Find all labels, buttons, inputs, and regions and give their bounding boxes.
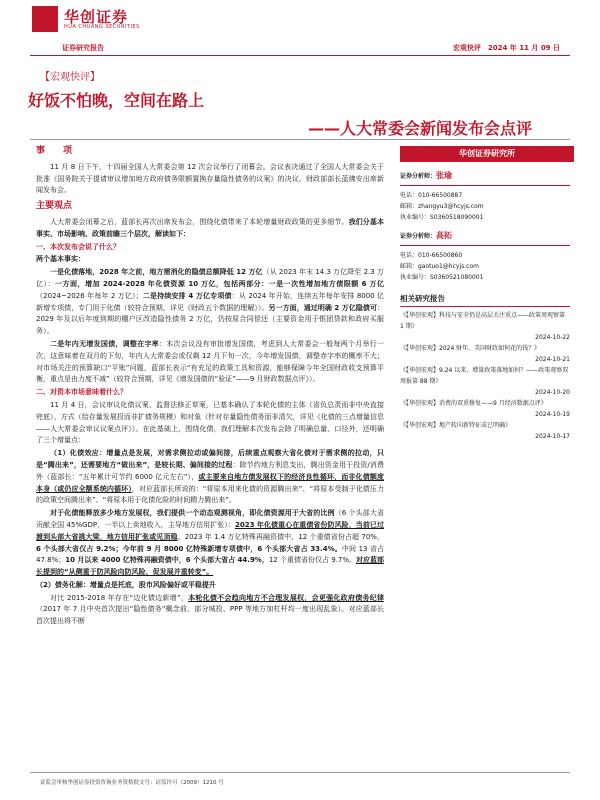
fact-1-part-a: 一方面，增加 2024-2028 年化债资源 10 万亿，包括两部分：一是一次性增加地方债限额 6 万亿 [55, 279, 384, 288]
paragraph-point-1 [36, 448, 384, 507]
related-report-date: 2024-10-21 [535, 356, 570, 363]
dynamic-view-stat-4: 10 月以来 4000 亿特殊再融资债中，6 个头部大省占 44.9%， [65, 556, 269, 565]
analyst-license: 执业编号：S0360521080001 [400, 274, 484, 281]
dynamic-view-conclusion: 对应蓝部长提到的“从侧重于防风险向防风险、促发展并重转变”。 [36, 556, 384, 577]
fact-1-part-b: 二是持续安排 4 万亿专项债 [142, 291, 232, 300]
analyst-phone: 电话：010-66500860 [400, 252, 463, 259]
paragraph-fact-1 [36, 267, 384, 338]
point-1-detail: ：除节约地方利息支出，腾出资金用于投资/消费外（蓝部长：“五年累计可节约 6000 亿元左右”）， [36, 460, 384, 481]
dynamic-view-emphasis: 2023 年化债重心在重债省份防风险，当前已过渡到头部大省挑大梁，地方信用扩张或见顶稳 [36, 520, 384, 541]
fact-2-lead: 二是年内无增发国债，调整在字率 [50, 339, 159, 348]
analyst-label: 证券分析师： [400, 173, 437, 180]
question-1-sub: 两个基本事实： [36, 255, 85, 264]
related-report-link[interactable]: 《【华创宏观】地产转向新特征或已明确》 [400, 422, 512, 429]
related-report-date: 2024-10-19 [535, 411, 570, 418]
dynamic-view-stat-1: 。2023 年 1.4 万亿特殊再融资债中，12 个重债省份占超 70%， [177, 532, 385, 541]
point-2-emphasis: 本轮化债不会趋向地方不合理发展权，会更强化政府债务纪律 [188, 593, 385, 602]
page-subtitle: ——人大常委会新闻发布会点评 [307, 119, 532, 138]
related-divider [400, 306, 570, 307]
institute-banner: 华创证券研究所 [400, 146, 574, 162]
views-intro-bold: 我们分基本事实、市场影响、政策前瞻三个层次，解读如下： [36, 217, 385, 238]
fact-1-part-c-detail: ：2029 年及以后年度到期的棚户区改造隐性债务 2 万亿，仍按原合同偿还（主要资金用于银团贷款和政府买服务）。 [36, 303, 384, 336]
related-reports-heading: 相关研究报告 [400, 294, 445, 303]
point-2-detail: （2017 年 7 月中央首次提出“隐性债务”概念前，部分城投、PPP 等地方加杠杆均一度出现乱象）。对应蓝部长首次提出将不断 [36, 605, 384, 626]
related-report-link[interactable]: 《【华创宏观】9.24 以来，增量政策落地如何？——政策观察双周报第 88 期》 [400, 367, 569, 385]
title-divider [30, 139, 570, 140]
views-heading: 主要观点 [36, 201, 73, 212]
related-report-date: 2024-10-22 [535, 334, 570, 341]
analyst-card-2 [400, 230, 570, 283]
fact-2-detail: ：本次会议没有审批增发国债，考虑到人大常委会一般每两个月举行一次，这意味着在双月的下旬，年内人大常委会或仅剩 12 月下旬一次，今年增发国债，调整赤字率的概率不大；对市场关注的预算缺口“平账”问题，蓝部长表示“有充足的政策工具和资源，能够保障今年全国财政收支预算平衡，重点是由力度不减”（较符合预期，详见《增发国债的“验证”——9 月财政数据点评》）。 [36, 339, 384, 384]
company-logo-icon [32, 6, 58, 32]
report-type: 证券研究报告 [62, 44, 104, 52]
event-paragraph: 11 月 8 日下午，十四届全国人大常委会第 12 次会议举行了闭幕会。会议表决通过了全国人大常委会关于批准《国务院关于提请审议增加地方政府债务限额置换存量隐性债务的议案》的决议。财政部部长蓝佛安出席新闻发布会。 [36, 162, 384, 195]
dynamic-view-stat-5: 12 个重债省份仅占 9.7%。 [268, 556, 356, 565]
analyst-name: 张瑜 [436, 171, 453, 180]
question-2: 二、对资本市场意味着什么？ [36, 388, 127, 397]
analyst-label: 证券分析师： [400, 233, 437, 240]
point-2-intro: 对比 2015-2018 年存在“边化债边新增”， [50, 593, 189, 602]
event-heading: 事 项 [36, 146, 73, 156]
point-1-emphasis: 或主要来自地方债发展权下的经济良性循环，而非化债额度本身（或仍应全额系统内循环） [36, 472, 384, 493]
related-report-date: 2024-10-20 [535, 389, 570, 396]
main-column [36, 146, 384, 629]
paragraph-dynamic-view [36, 508, 384, 579]
company-name: 华创证券 [64, 8, 129, 26]
views-intro [36, 217, 384, 241]
analyst-license: 执业编号：S0360518090001 [400, 214, 484, 221]
views-intro-text: 人大常委会闭幕之后，蓝部长再次出席发布会，围绕化债带来了本轮增量财政政策的更多细节。 [50, 217, 349, 226]
paragraph-fact-2 [36, 339, 384, 386]
analyst-email: 邮箱：zhangyu3@hcyjs.com [400, 203, 484, 210]
fact-1-part-b-detail: ：从 2024 年开始，连续五年每年安排 8000 亿新增专项债，专门用于化债（较符合预期，详见《财政五个数据的理解》）。 [36, 291, 385, 312]
footer-divider [30, 772, 570, 773]
fact-1-part-c: 另一方面，通过明确 2 万亿隐债可 [268, 303, 377, 312]
question-1: 一、本次发布会说了什么？ [36, 242, 120, 251]
footer-license: 证监会审核华创证券投资咨询业务资格批文号：证监许可（2009）1210 号 [40, 780, 224, 786]
dynamic-view-stat-3: 中间 13 省占 47.8%； [36, 544, 385, 565]
point-1-lead: （1）化债效应：增量点是发展，对需求侧拉动或偏间接，后续重点观察大省化债对于需求侧的拉动，只是“腾出来”，还需要地方“做出来”，是较长期、偏间接的过程 [36, 449, 384, 469]
related-report-link[interactable]: 《【华创宏观】2024 财年，美国财政如何花的钱？》 [400, 345, 541, 352]
point-2-heading: （2）债务化解：增量点是托底，股市风险偏好或平稳提升 [36, 580, 216, 589]
dynamic-view-stat-2: 6 个头部大省仅占 9.2%；今年前 9 月 8000 亿特殊新增专项债中，6 个头部大省占 33.4%。 [36, 544, 342, 553]
fact-1-detail: （从 2023 年末 14.3 万亿降至 2.3 万亿）： [36, 268, 384, 288]
point-1-quote: ，对应蓝部长所说的：“将原本用来化债的资源腾出来”、“将原本受制于化债压力的政策空间腾出来”、“将原本用于化债化险的时间精力腾出来”。 [36, 484, 384, 505]
fact-1-lead: 一是化债落地，2028 年之前，地方需消化的隐债总额降低 12 万亿 [50, 268, 263, 277]
page-title: 好饭不怕晚，空间在路上 [28, 91, 205, 110]
analyst-phone: 电话：010-66500887 [400, 192, 463, 199]
dynamic-view-detail: （6 个头部大省贡献全国 45%GDP，一半以上卖地收入，主导地方信用扩张）： [36, 509, 384, 529]
fact-1-part-a-detail: （2024~2026 年每年 2 万亿）； [36, 291, 143, 300]
related-reports [400, 293, 570, 442]
header-divider [30, 55, 570, 56]
report-category-date: 宏观快评 2024 年 11 月 09 日 [452, 44, 560, 52]
report-tag: 【宏观快评】 [40, 72, 100, 83]
analyst-card-1 [400, 170, 570, 223]
analyst-divider [400, 245, 570, 246]
related-report-date: 2024-10-17 [535, 433, 570, 440]
related-report-link[interactable]: 《【华创宏观】消费的双重修复——9 月经济数据点评》 [400, 400, 547, 407]
paragraph-market-context: 11 月 4 日，会议审议化债议案，监督法修正草案，已基本确认了本轮化债的主体（省负总责而非中央直接兜底）、方式（给存量发展投而非扩债务规模）和对象（针对存量隐性债务而非清欠，详见《化债的三点增量信息——人大常委会审议议案点评》）。在此基础上，围绕化债，我们理解本次发布会除了明确总量、口径外，还明确了三个增量点： [36, 400, 384, 445]
analyst-name: 高拓 [436, 231, 453, 240]
related-report-link[interactable]: 《【华创宏观】科技与安全仍是高层关注重点——政策周观察第 1 期》 [400, 312, 566, 330]
dynamic-view-lead: 对于化债能释放多少地方发展权，我们提供一个动态观测视角，即化债资源用于大省的比例 [50, 509, 335, 518]
paragraph-point-2 [36, 593, 384, 628]
analyst-email: 邮箱：gaotuo1@hcyjs.com [400, 263, 479, 270]
analyst-divider [400, 185, 570, 186]
company-name-en: HUA CHUANG SECURITIES [64, 24, 140, 30]
